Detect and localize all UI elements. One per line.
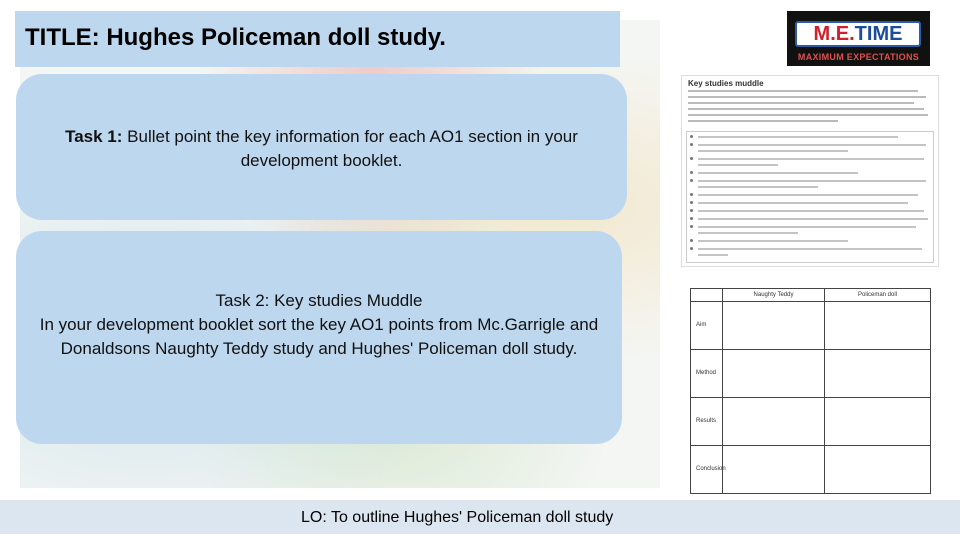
worksheet-text-line bbox=[688, 114, 928, 116]
task-1-label: Task 1: bbox=[65, 127, 123, 146]
worksheet-bullet-text bbox=[698, 180, 926, 182]
table-header-cell: Policeman doll bbox=[825, 289, 931, 302]
worksheet-bullet bbox=[690, 193, 693, 196]
worksheet-text-line bbox=[688, 90, 918, 92]
worksheet-bullet bbox=[690, 247, 693, 250]
table-row bbox=[691, 302, 931, 350]
worksheet-bullet bbox=[690, 239, 693, 242]
worksheet-bullet-text bbox=[698, 218, 928, 220]
table-cell bbox=[825, 302, 931, 350]
table-row bbox=[691, 350, 931, 398]
worksheet-text-line bbox=[688, 108, 924, 110]
worksheet-bullet-text bbox=[698, 254, 728, 256]
task-1-box bbox=[16, 74, 627, 220]
muddle-table bbox=[690, 288, 931, 494]
worksheet-bullet bbox=[690, 217, 693, 220]
worksheet-bullet-text bbox=[698, 202, 908, 204]
table-row-label: Conclusion bbox=[691, 446, 723, 494]
learning-objective-bar bbox=[0, 500, 960, 534]
table-cell bbox=[723, 302, 825, 350]
task-2-title: Key studies Muddle bbox=[269, 291, 423, 310]
table-cell bbox=[825, 446, 931, 494]
logo-wordmark bbox=[795, 21, 921, 47]
worksheet-bullet bbox=[690, 179, 693, 182]
learning-objective: LO: To outline Hughes' Policeman doll study bbox=[301, 509, 614, 526]
worksheet-bullet bbox=[690, 143, 693, 146]
table-header-cell: Naughty Teddy bbox=[723, 289, 825, 302]
worksheet-bullet-text bbox=[698, 210, 924, 212]
worksheet-bullet-text bbox=[698, 172, 858, 174]
worksheet-bullet bbox=[690, 225, 693, 228]
worksheet-bullet-text bbox=[698, 158, 924, 160]
worksheet-bullet-text bbox=[698, 164, 778, 166]
table-row-label: Aim bbox=[691, 302, 723, 350]
worksheet-bullet-text bbox=[698, 226, 916, 228]
worksheet-bullet-text bbox=[698, 186, 818, 188]
worksheet-text-line bbox=[688, 120, 838, 122]
worksheet-bullet-text bbox=[698, 136, 898, 138]
worksheet-bullet-text bbox=[698, 144, 926, 146]
table-cell bbox=[723, 398, 825, 446]
muddle-table-thumbnail bbox=[690, 288, 930, 494]
task-2-instruction: In your development booklet sort the key AO1 points from Mc.Garrigle and Donaldsons Naughty Teddy study and Hughes' Policeman doll study. bbox=[39, 315, 599, 358]
worksheet-bullet-text bbox=[698, 194, 918, 196]
table-row-label: Results bbox=[691, 398, 723, 446]
worksheet-text-line bbox=[688, 96, 926, 98]
table-header-cell bbox=[691, 289, 723, 302]
worksheet-bullet bbox=[690, 201, 693, 204]
task-2-label: Task 2: bbox=[215, 291, 270, 310]
table-cell bbox=[723, 446, 825, 494]
worksheet-bullet bbox=[690, 171, 693, 174]
table-row bbox=[691, 446, 931, 494]
table-cell bbox=[825, 350, 931, 398]
slide-title: TITLE: Hughes Policeman doll study. bbox=[25, 24, 446, 51]
worksheet-thumbnail bbox=[681, 75, 939, 267]
worksheet-bullet-text bbox=[698, 150, 848, 152]
title-bar bbox=[15, 11, 620, 67]
worksheet-bullet-text bbox=[698, 240, 848, 242]
table-header-row bbox=[691, 289, 931, 302]
worksheet-bullet-text bbox=[698, 232, 798, 234]
logo-me-text: M.E. bbox=[813, 23, 855, 45]
worksheet-bullet bbox=[690, 135, 693, 138]
worksheet-text-line bbox=[688, 102, 914, 104]
worksheet-bullet bbox=[690, 157, 693, 160]
table-cell bbox=[723, 350, 825, 398]
table-row bbox=[691, 398, 931, 446]
logo-tagline: MAXIMUM EXPECTATIONS bbox=[797, 52, 920, 62]
worksheet-heading: Key studies muddle bbox=[688, 79, 764, 88]
metime-logo bbox=[787, 11, 930, 66]
task-2-text bbox=[16, 289, 622, 361]
task-2-box bbox=[16, 231, 622, 444]
logo-time-text: TIME bbox=[854, 23, 903, 45]
task-1-text bbox=[16, 125, 627, 173]
worksheet-bullet bbox=[690, 209, 693, 212]
table-row-label: Method bbox=[691, 350, 723, 398]
worksheet-bullet-text bbox=[698, 248, 922, 250]
table-cell bbox=[825, 398, 931, 446]
task-1-instruction: Bullet point the key information for each AO1 section in your development booklet. bbox=[122, 127, 578, 170]
